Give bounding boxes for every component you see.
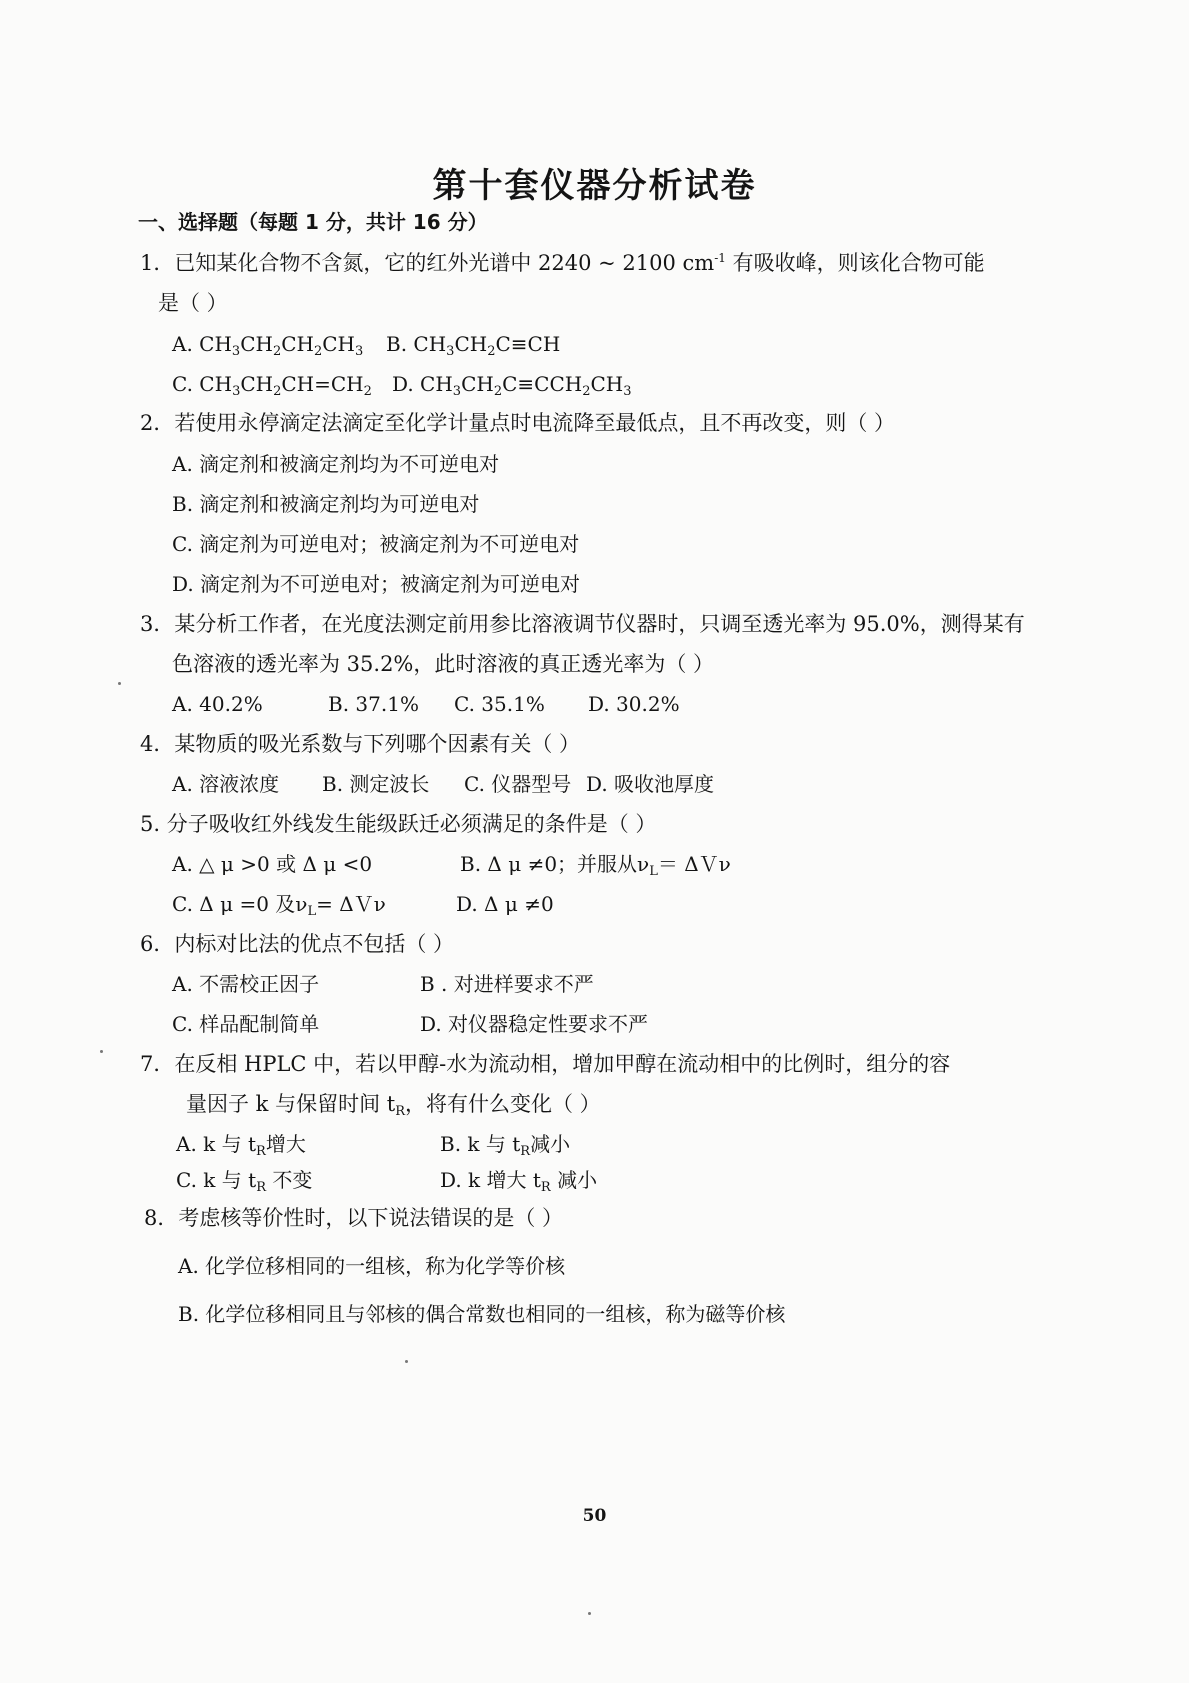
- scan-speck: [588, 1612, 591, 1615]
- subscript: 2: [487, 344, 496, 359]
- q5-option-b: [460, 850, 731, 878]
- text-run: CH: [461, 372, 494, 396]
- q4-option-d: D. 吸收池厚度: [586, 772, 715, 796]
- question-7-stem: 7．在反相 HPLC 中，若以甲醇-水为流动相，增加甲醇在流动相中的比例时，组分的容: [140, 1052, 951, 1076]
- subscript: R: [540, 1180, 551, 1195]
- q1-option-d: [392, 370, 632, 398]
- text-run: CH: [590, 372, 624, 396]
- q5-option-a: [172, 850, 372, 878]
- question-5-stem: 5. 分子吸收红外线发生能级跃迁必须满足的条件是（ ）: [140, 812, 657, 836]
- subscript: 2: [582, 384, 591, 399]
- q5-option-d: [456, 890, 554, 918]
- q1-option-b: [386, 330, 560, 358]
- text-run: C. CH: [172, 372, 233, 396]
- subscript: 2: [493, 384, 503, 399]
- text-run: D. Δ μ ≠0: [456, 892, 554, 916]
- question-3-stem-cont: 色溶液的透光率为 35.2%，此时溶液的真正透光率为（ ）: [172, 652, 715, 676]
- text-run: CH: [454, 332, 488, 356]
- page-title: 第十套仪器分析试卷: [432, 166, 757, 206]
- text-run: CH: [240, 372, 274, 396]
- text-run: 量因子 k 与保留时间 t: [186, 1092, 396, 1116]
- text-run: 减小: [550, 1168, 598, 1192]
- question-2-stem: 2．若使用永停滴定法滴定至化学计量点时电流降至最低点，且不再改变，则（ ）: [140, 411, 896, 435]
- q2-option-a: A. 滴定剂和被滴定剂均为不可逆电对: [172, 452, 500, 476]
- subscript: 3: [452, 384, 462, 399]
- text-run: A. k 与 t: [176, 1132, 257, 1156]
- text-run: A. CH: [172, 332, 232, 356]
- question-8-stem: 8．考虑核等价性时，以下说法错误的是（ ）: [144, 1206, 564, 1230]
- text-run: B. k 与 t: [440, 1132, 521, 1156]
- text-run: A. △ μ >0 或 Δ μ <0: [172, 852, 373, 876]
- q8-option-a: A. 化学位移相同的一组核，称为化学等价核: [178, 1254, 566, 1278]
- q6-option-a: A. 不需校正因子: [172, 972, 320, 996]
- text-run: D. k 增大 t: [440, 1168, 541, 1192]
- q4-option-c: C. 仪器型号: [464, 772, 572, 796]
- text-run: CH: [322, 332, 355, 356]
- q6-option-d: D. 对仪器稳定性要求不严: [420, 1012, 649, 1036]
- q4-option-a: A. 溶液浓度: [172, 772, 280, 796]
- subscript: R: [256, 1144, 266, 1159]
- page-number: 50: [582, 1506, 607, 1526]
- q3-option-c: C. 35.1%: [454, 692, 545, 716]
- q2-option-c: C. 滴定剂为可逆电对；被滴定剂为不可逆电对: [172, 532, 580, 556]
- q4-option-b: B. 测定波长: [322, 772, 430, 796]
- subscript: 3: [231, 344, 241, 359]
- q5-option-c: [172, 890, 386, 918]
- q1-option-c: [172, 370, 372, 398]
- text-run: C. k 与 t: [176, 1168, 257, 1192]
- text-run: CH=CH: [281, 372, 364, 396]
- scan-speck: [118, 682, 121, 685]
- q7-option-c: [176, 1166, 312, 1194]
- text-run: CH: [281, 332, 314, 356]
- question-3-stem: 3．某分析工作者，在光度法测定前用参比溶液调节仪器时，只调至透光率为 95.0%，测得某有: [140, 612, 1025, 636]
- q8-option-b: B. 化学位移相同且与邻核的偶合常数也相同的一组核，称为磁等价核: [178, 1302, 786, 1326]
- q2-option-d: D. 滴定剂为不可逆电对；被滴定剂为可逆电对: [172, 572, 581, 596]
- subscript: 2: [363, 384, 372, 399]
- q3-option-a: A. 40.2%: [172, 692, 263, 716]
- scan-speck: [100, 1050, 103, 1053]
- q2-option-b: B. 滴定剂和被滴定剂均为可逆电对: [172, 492, 480, 516]
- text-run: B. Δ μ ≠0；并服从ν: [460, 852, 650, 876]
- q7-option-b: [440, 1130, 570, 1158]
- text-run: 减小: [530, 1132, 571, 1156]
- text-run: C≡CCH: [502, 372, 583, 396]
- question-4-stem: 4．某物质的吸光系数与下列哪个因素有关（ ）: [140, 732, 581, 756]
- subscript: 3: [623, 384, 632, 399]
- q6-option-b: B . 对进样要求不严: [420, 972, 594, 996]
- section-heading: 一、选择题（每题 1 分，共计 16 分）: [138, 210, 488, 234]
- q3-option-d: D. 30.2%: [588, 692, 680, 716]
- text-run: = ΔＶν: [316, 892, 386, 916]
- text-run: ，将有什么变化（ ）: [405, 1092, 601, 1116]
- subscript: R: [395, 1104, 405, 1119]
- text-run: B. CH: [386, 332, 447, 356]
- scan-speck: [405, 1360, 408, 1363]
- subscript: 2: [273, 384, 282, 399]
- subscript: 3: [446, 344, 455, 359]
- subscript: R: [256, 1180, 266, 1195]
- subscript: L: [307, 904, 317, 919]
- q7-option-a: [176, 1130, 306, 1158]
- q3-option-b: B. 37.1%: [328, 692, 419, 716]
- subscript: 3: [355, 344, 364, 359]
- text-run: 不变: [265, 1168, 313, 1192]
- text-run: D. CH: [392, 372, 453, 396]
- subscript: 3: [232, 384, 241, 399]
- subscript: L: [649, 864, 658, 879]
- question-1-stem-cont: 是（ ）: [158, 291, 228, 315]
- text-run: C≡CH: [495, 332, 561, 356]
- text-run: ＝ ΔＶν: [657, 852, 731, 876]
- text-run: CH: [240, 332, 273, 356]
- q7-option-d: [440, 1166, 597, 1194]
- subscript: R: [520, 1144, 531, 1159]
- question-6-stem: 6．内标对比法的优点不包括（ ）: [140, 932, 455, 956]
- text-run: C. Δ μ =0 及ν: [172, 892, 308, 916]
- q1-option-a: [172, 330, 363, 358]
- q6-option-c: C. 样品配制简单: [172, 1012, 320, 1036]
- subscript: 2: [272, 344, 282, 359]
- text-run: 增大: [265, 1132, 306, 1156]
- question-1-stem: 1．已知某化合物不含氮，它的红外光谱中 2240 ~ 2100 $cm^{-1}$ 有吸收峰，则该化合物可能: [140, 251, 985, 275]
- subscript: 2: [313, 344, 323, 359]
- question-7-stem-cont: [186, 1090, 601, 1118]
